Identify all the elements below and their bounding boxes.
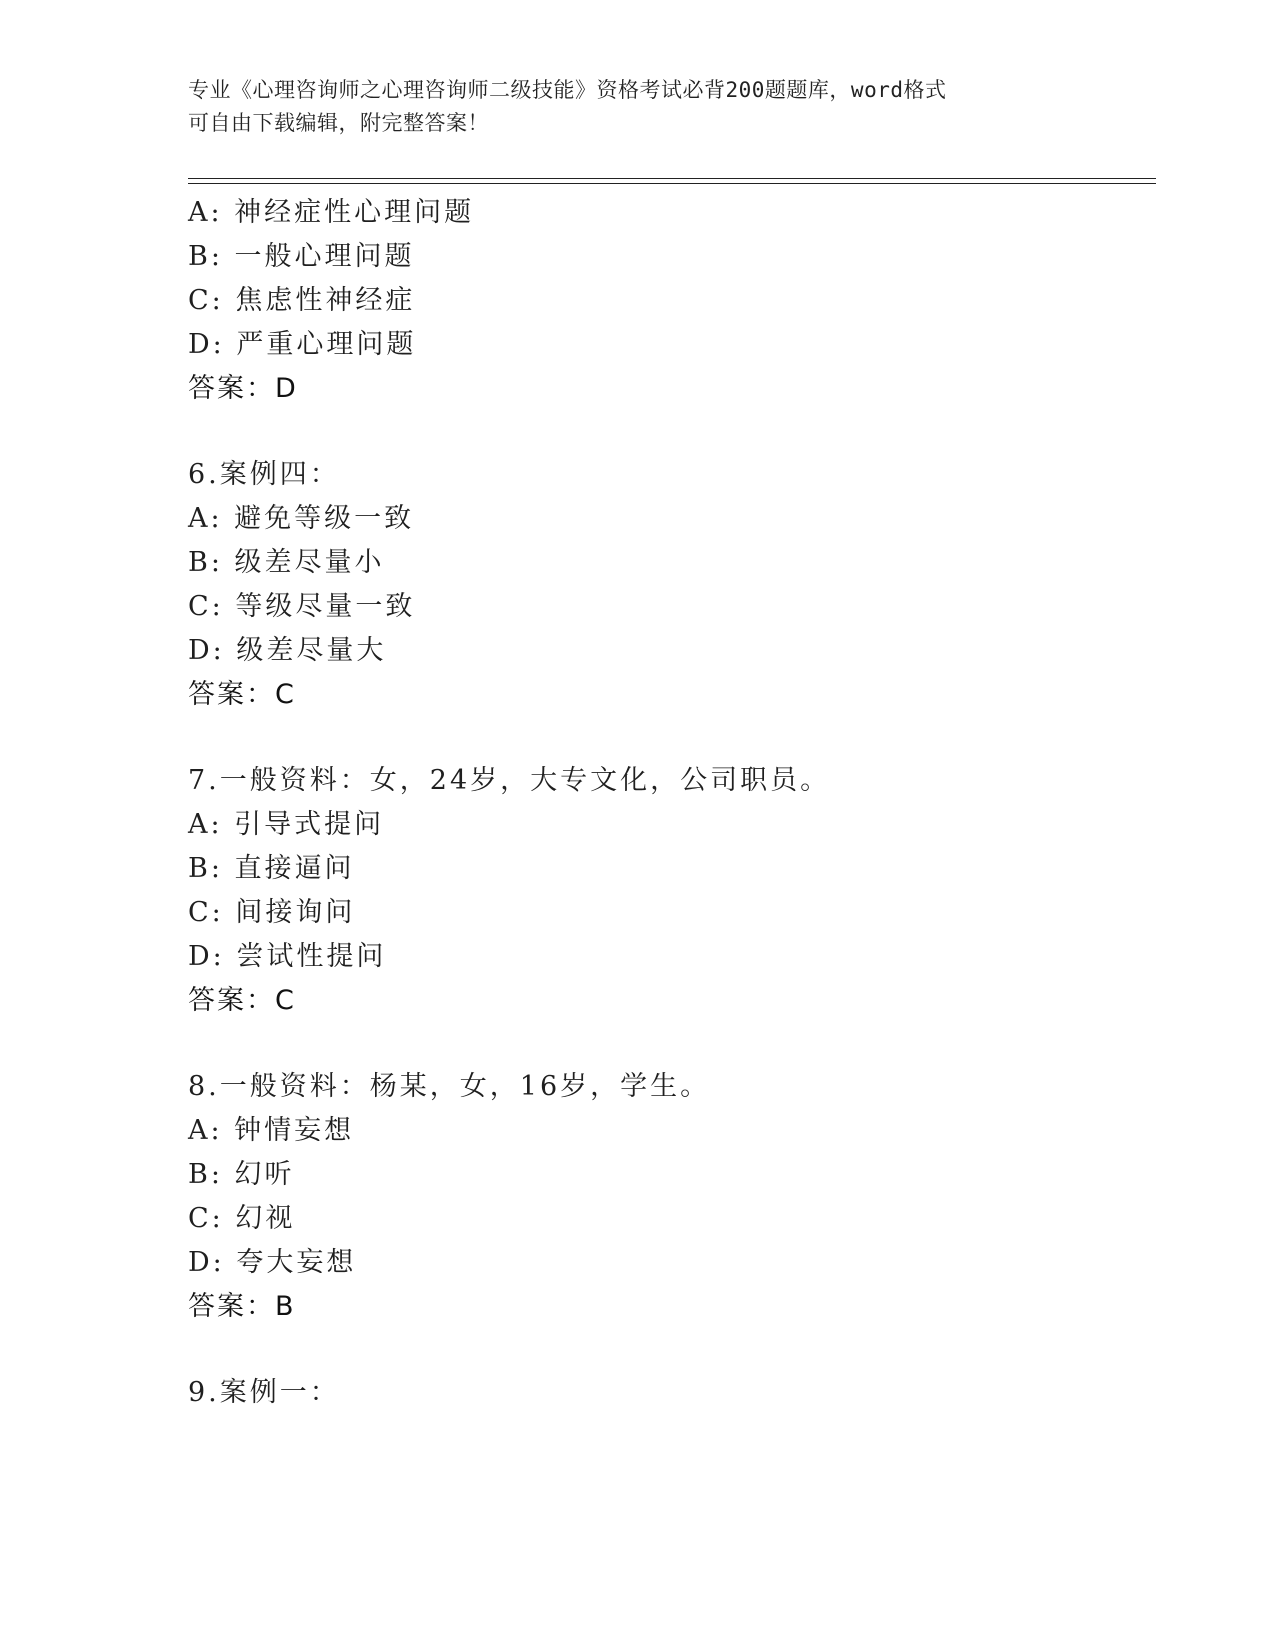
q5-option-b: B: 一般心理问题	[188, 241, 415, 272]
q6-option-c: C: 等级尽量一致	[188, 591, 416, 622]
q7-stem: 7.一般资料：女，24岁，大专文化，公司职员。	[188, 765, 831, 796]
q5-option-d: D: 严重心理问题	[188, 329, 417, 360]
header-line-1: 专业《心理咨询师之心理咨询师二级技能》资格考试必背200题题库，word格式	[188, 78, 947, 102]
document-header	[188, 74, 1068, 140]
q8-option-c: C: 幻视	[188, 1203, 296, 1234]
header-divider-top	[188, 178, 1156, 179]
q8-option-b: B: 幻听	[188, 1159, 295, 1190]
q8-option-a: A: 钟情妄想	[188, 1115, 355, 1146]
q8-stem: 8.一般资料：杨某，女，16岁，学生。	[188, 1071, 711, 1102]
q7-option-c: C: 间接询问	[188, 897, 356, 928]
q9-stem: 9.案例一：	[188, 1377, 340, 1408]
q6-stem: 6.案例四：	[188, 459, 340, 490]
q6-option-a: A: 避免等级一致	[188, 503, 415, 534]
q7-option-d: D: 尝试性提问	[188, 941, 387, 972]
q7-option-b: B: 直接逼问	[188, 853, 355, 884]
q5-option-a: A: 神经症性心理问题	[188, 197, 475, 228]
q7-answer: 答案：C	[188, 985, 296, 1016]
header-line-2: 可自由下载编辑，附完整答案！	[188, 111, 489, 135]
q6-option-b: B: 级差尽量小	[188, 547, 385, 578]
q6-option-d: D: 级差尽量大	[188, 635, 387, 666]
q6-answer: 答案：C	[188, 679, 296, 710]
q8-option-d: D: 夸大妄想	[188, 1247, 357, 1278]
q7-option-a: A: 引导式提问	[188, 809, 385, 840]
q8-answer: 答案：B	[188, 1291, 296, 1322]
header-divider-bottom	[188, 183, 1156, 184]
q5-answer: 答案：D	[188, 373, 298, 404]
q5-option-c: C: 焦虑性神经症	[188, 285, 416, 316]
